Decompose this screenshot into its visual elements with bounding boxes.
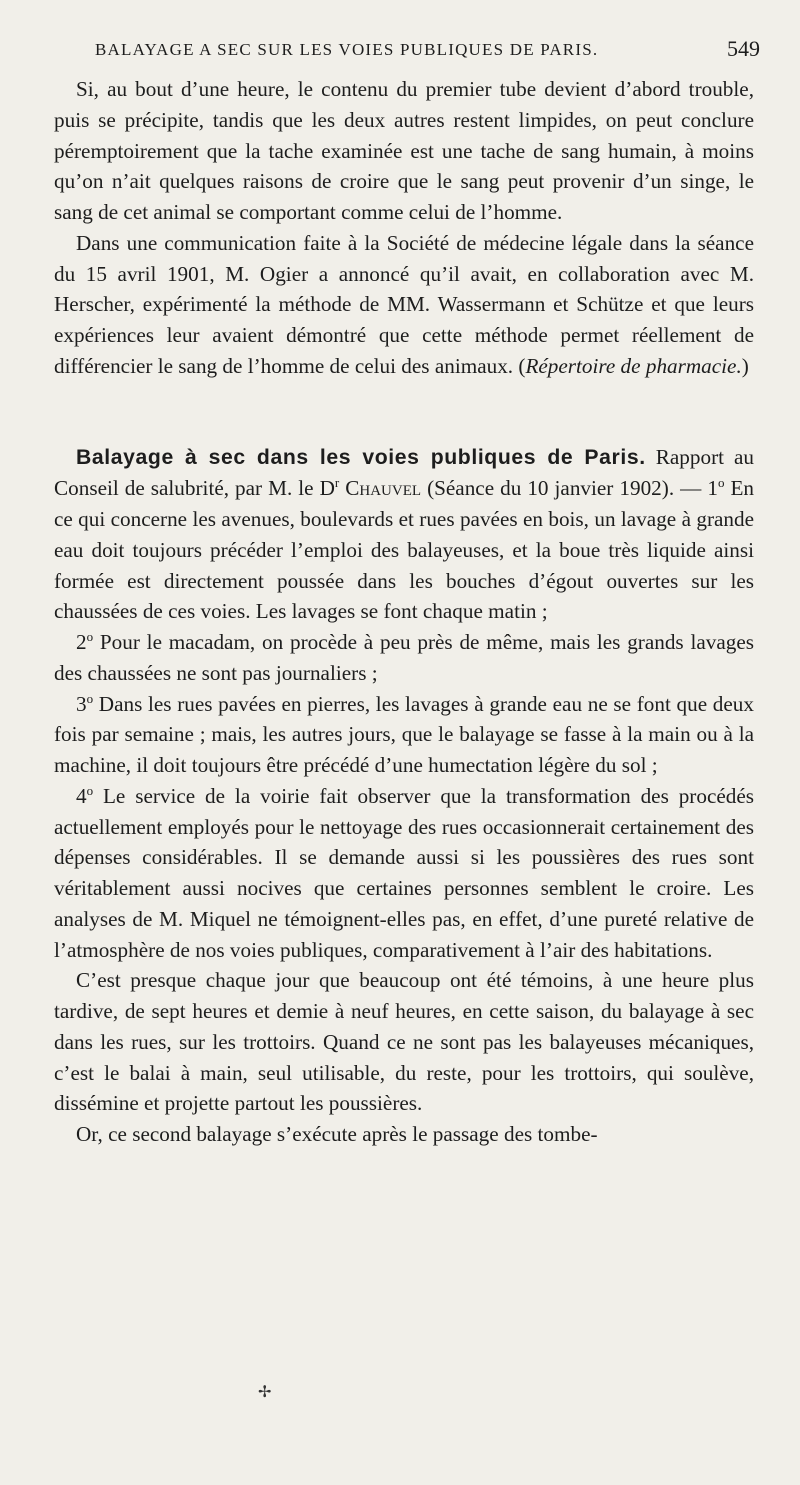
- body-text: [54, 74, 754, 1150]
- paragraph-3-text-b: (Séance du 10 janvier 1902). — 1: [421, 476, 718, 501]
- printer-mark-icon: ✢: [258, 1382, 272, 1401]
- section-gap: [54, 382, 754, 442]
- paragraph-7: C’est presque chaque jour que beaucoup ont été témoins, à une heure plus tardive, de sept heures et demie à neuf heures, en cette saison, du balayage à sec dans les rues, sur les trottoirs. Quand ce ne sont pas les balayeuses mécaniques, c’est le balai à main, seul utilisable, du reste, pour les trottoirs, qui soulève, dissémine et projette partout les poussières.: [54, 968, 754, 1116]
- running-title: BALAYAGE A SEC SUR LES VOIES PUBLIQUES DE PARIS.: [95, 40, 599, 59]
- section-title: Balayage à sec dans les voies publiques de Paris.: [76, 445, 646, 469]
- item-number-2: 2: [76, 630, 87, 654]
- paragraph-2-text: Dans une communication faite à la Société de médecine légale dans la séance du 15 avril 1901, M. Ogier a annoncé qu’il avait, en collaboration avec M. Herscher, expérimenté la méthode de MM. Wassermann et Schütze et que leurs expériences leur avaient démontré que cette méthode permet réellement de différencier le sang de l’homme de celui des animaux. (: [54, 230, 754, 378]
- running-head: [95, 36, 760, 66]
- page-number: 549: [727, 36, 760, 61]
- paragraph-4-text: Pour le macadam, on procède à peu près de même, mais les grands lavages des chaussées ne sont pas journaliers ;: [54, 630, 754, 685]
- paragraph-2: [54, 228, 754, 382]
- citation-source: Répertoire de pharmacie.: [525, 353, 742, 378]
- item-number-3: 3: [76, 691, 87, 716]
- item-number-4-sup: o: [86, 782, 94, 798]
- author-name: Chauvel: [339, 476, 422, 501]
- item-number-4: 4: [76, 783, 87, 808]
- paragraph-3-text-c: En ce qui concerne les avenues, boulevards et rues pavées en bois, un lavage à grande eau doit toujours précéder l’emploi des balayeuses, et la boue très liquide ainsi formée est directement poussée dans les bouches d’égout ouvertes sur les chaussées de ces voies. Les lavages se font chaque matin ;: [54, 476, 754, 624]
- superscript-r: r: [334, 475, 340, 491]
- paragraph-1: Si, au bout d’une heure, le contenu du premier tube devient d’abord trouble, puis se précipite, tandis que les deux autres restent limpides, on peut conclure péremptoirement que la tache examinée est une tache de sang humain, à moins qu’on n’ait quelques raisons de croire que le sang peut provenir d’un singe, le sang de cet animal se comportant comme celui de l’homme.: [54, 77, 754, 224]
- paragraph-8: Or, ce second balayage s’exécute après le passage des tombe-: [76, 1122, 598, 1146]
- paragraph-3: [54, 442, 754, 628]
- paragraph-4: [54, 627, 754, 689]
- paragraph-5: [54, 689, 754, 781]
- item-number-2-sup: o: [86, 628, 94, 644]
- paragraph-5-text: Dans les rues pavées en pierres, les lavages à grande eau ne se font que deux fois par semaine ; mais, les autres jours, que le balayage se fasse à la main ou à la machine, il doit toujours être précédé d’une humectation légère du sol ;: [54, 691, 754, 777]
- paragraph-6-text: Le service de la voirie fait observer que la transformation des procédés actuellement employés pour le nettoyage des rues occasionnerait certainement des dépenses considérables. Il se demande aussi si les poussières des rues sont véritablement aussi nocives que certaines personnes semblent le croire. Les analyses de M. Miquel ne témoignent-elles pas, en effet, d’une pureté relative de l’atmosphère de nos voies publiques, comparativement à l’air des habitations.: [54, 783, 754, 962]
- paragraph-6: [54, 781, 754, 966]
- item-number-3-sup: o: [86, 690, 94, 706]
- citation-close: ): [741, 353, 749, 378]
- paragraph-3-text-a: Rapport au Conseil de salubrité, par M. le D: [54, 444, 754, 501]
- superscript-o: o: [717, 475, 725, 491]
